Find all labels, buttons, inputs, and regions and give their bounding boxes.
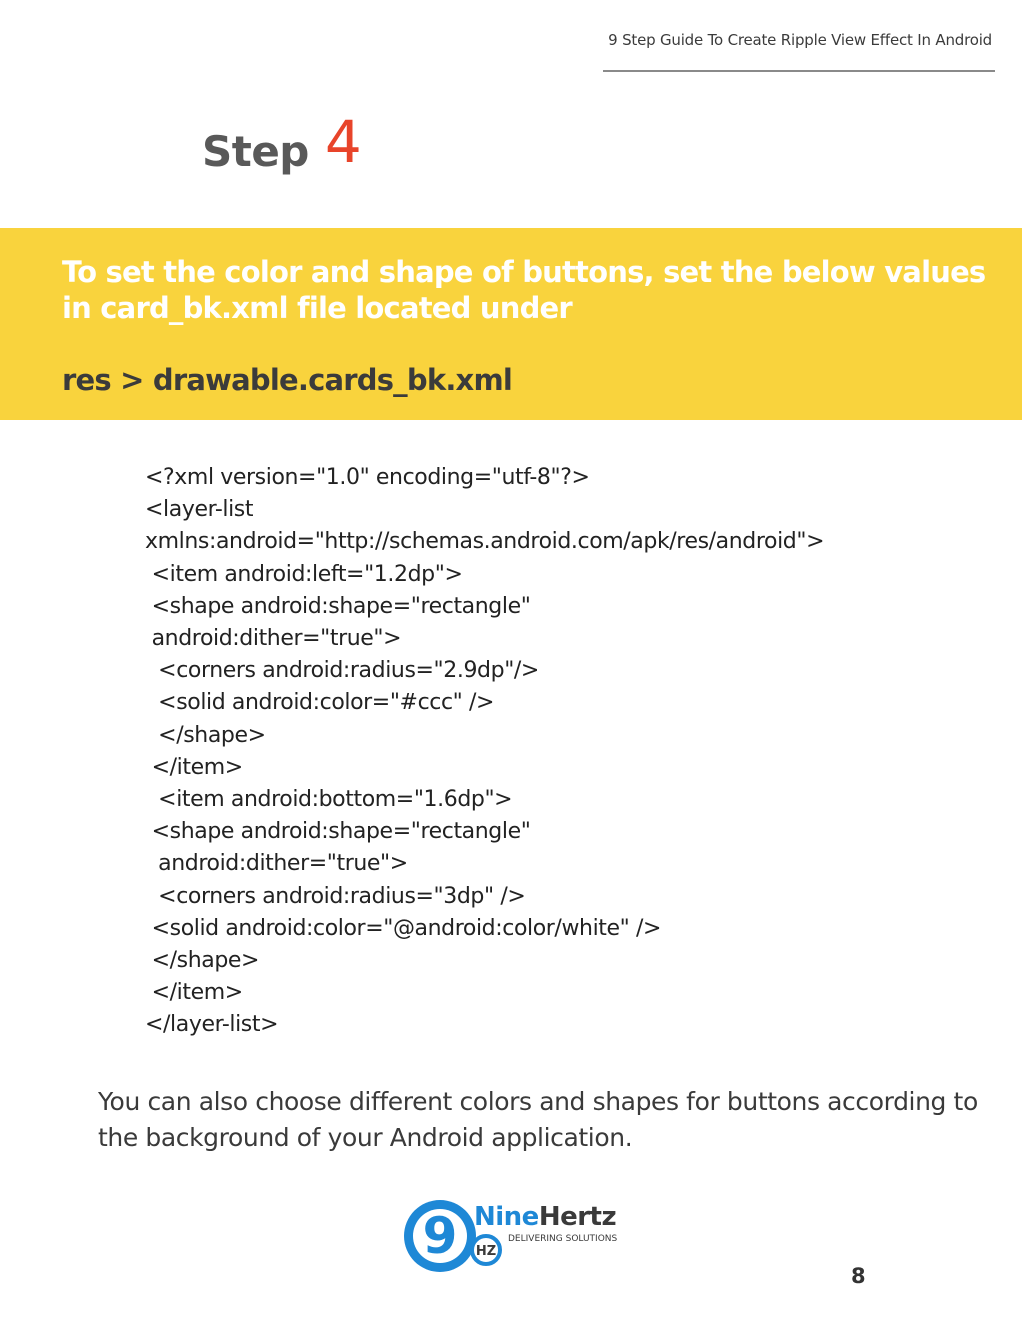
running-header: 9 Step Guide To Create Ripple View Effect In Android [608, 31, 992, 49]
page-number: 8 [851, 1264, 866, 1288]
logo-tagline: DELIVERING SOLUTIONS [508, 1234, 618, 1244]
header-rule [603, 70, 995, 72]
code-line: <shape android:shape="rectangle" [145, 593, 531, 619]
code-line: <corners android:radius="2.9dp"/> [145, 658, 539, 684]
logo-wordmark [474, 1202, 616, 1232]
code-line: </shape> [145, 722, 266, 748]
code-line: <shape android:shape="rectangle" [145, 819, 531, 845]
code-line: </layer-list> [145, 1012, 279, 1038]
logo-brand-first: Nine [474, 1202, 539, 1232]
code-line: </item> [145, 754, 243, 780]
ninehertz-logo [402, 1198, 627, 1276]
logo-hz-letters: HZ [475, 1244, 497, 1259]
instruction-banner [0, 228, 1022, 420]
code-line: android:dither="true"> [145, 626, 402, 652]
logo-brand-second: Hertz [538, 1202, 617, 1232]
code-line: <item android:bottom="1.6dp"> [145, 787, 513, 813]
code-line: <item android:left="1.2dp"> [145, 561, 463, 587]
code-line: android:dither="true"> [145, 851, 408, 877]
code-line: </shape> [145, 948, 260, 974]
banner-title: To set the color and shape of buttons, set the below values in card_bk.xml file located under [62, 255, 986, 325]
body-paragraph: You can also choose different colors and shapes for buttons according to the background of your Android application. [98, 1087, 978, 1152]
code-line: <?xml version="1.0" encoding="utf-8"?> [145, 465, 590, 490]
code-line: <solid android:color="@android:color/white" /> [145, 915, 662, 941]
step-heading [202, 108, 362, 180]
code-line: <layer-list [145, 497, 254, 523]
code-line: <corners android:radius="3dp" /> [145, 883, 526, 909]
code-line: xmlns:android="http://schemas.android.com/apk/res/android"> [145, 529, 825, 555]
step-number: 4 [324, 108, 362, 176]
code-block [145, 462, 905, 1042]
logo-badge-digit: 9 [422, 1207, 458, 1265]
banner-file-path: res > drawable.cards_bk.xml [62, 363, 513, 397]
code-line: <solid android:color="#ccc" /> [145, 690, 495, 716]
step-word: Step [202, 127, 309, 176]
code-line: </item> [145, 980, 243, 1006]
